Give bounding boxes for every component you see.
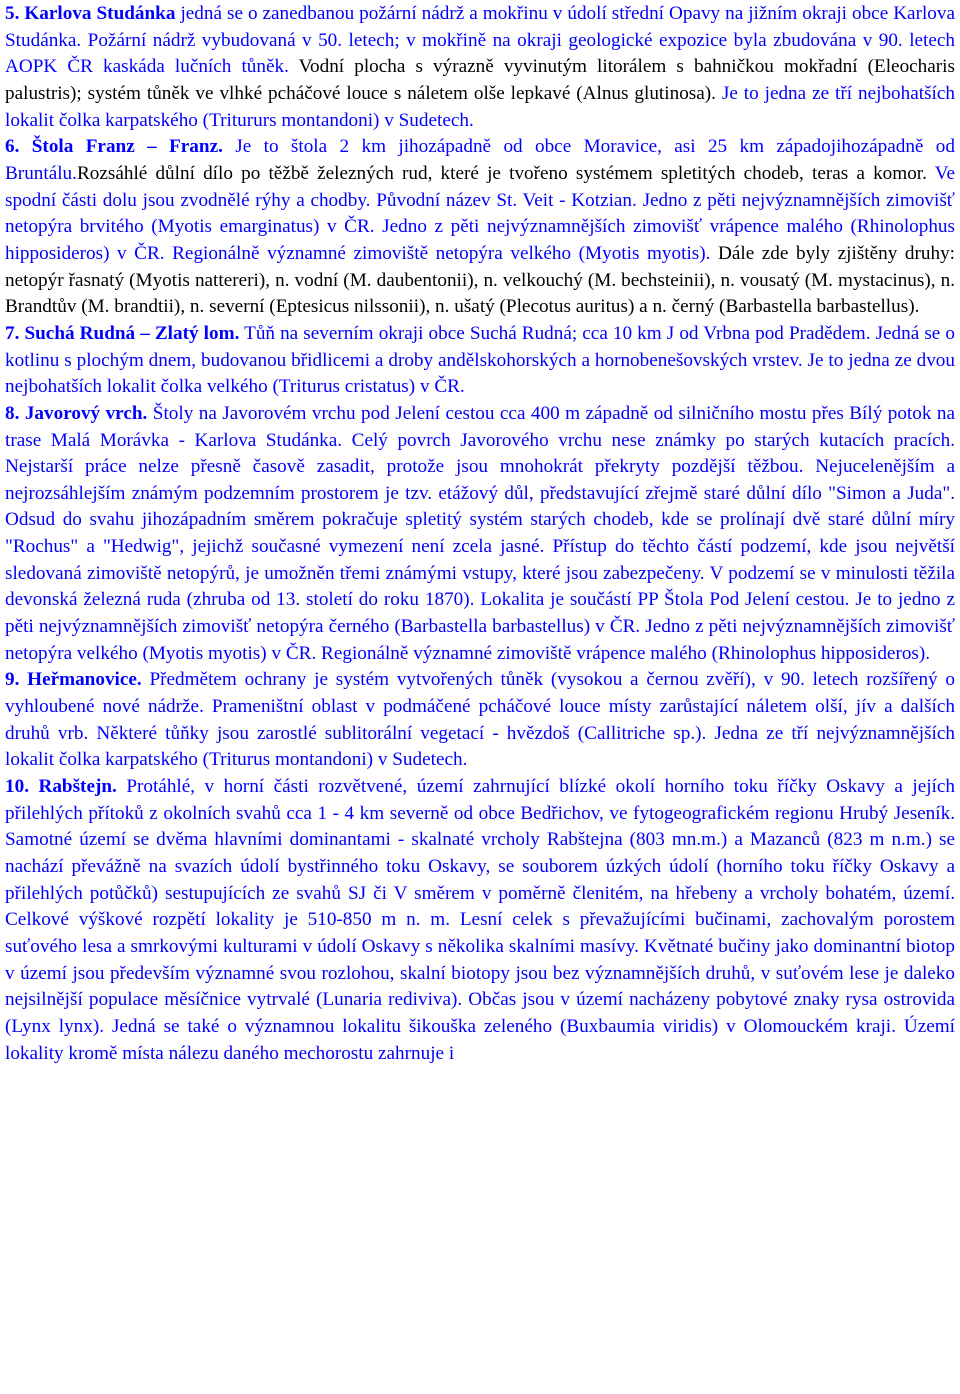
section-heading-9: 9. Heřmanovice. <box>5 669 142 691</box>
paragraph-text: Jedno z pěti nejvýznamnějších zimovišť netopýra brvitého (Myotis emarginatus) v ČR. Jedno z pěti nejvýznamnějších zimovišť vrápence malého (Rhinolophus hipposideros) v ČR. Regionálně významné zimoviště netopýra velkého (Myotis myotis). <box>5 189 955 264</box>
section-heading-6: 6. Štola Franz – Franz. <box>5 136 223 158</box>
paragraph-javorovy-vrch <box>5 401 955 668</box>
paragraph-text: Rozsáhlé důlní dílo po těžbě železných rud, které je tvořeno systémem spletitých chodeb, teras a komor. <box>76 162 935 184</box>
paragraph-hermanovice <box>5 667 955 774</box>
paragraph-text: Štoly na Javorovém vrchu pod Jelení cestou cca 400 m západně od silničního mostu přes Bílý potok na trase Malá Morávka - Karlova Studánka. Celý povrch Javorového vrchu nese známky po starých kutacích pracích. Nejstarší práce nelze přesně časově zasadit, protože jsou mnohokrát překryty pozdější těžbou. Nejucelenějším a nejrozsáhlejším známým podzemním prostorem je tzv. etážový důl, představující zřejmě staré důlní dílo "Simon a Juda". Odsud do svahu jihozápadním směrem pokračuje spletitý systém starých chodeb, kde se prolínají dvě staré důlní míry "Rochus" a "Hedwig", jejichž současné vymezení není zcela jasné. Přístup do těchto částí podzemí, kde jsou největší sledovaná zimoviště netopýrů, je umožněn třemi známými vstupy, které jsou zabezpečeny. V podzemí se v minulosti těžila devonská železná ruda (zhruba od 13. století do roku 1870). Lokalita je součástí PP Štola Pod Jelení cestou. Je to jedno z pěti nejvýznamnějších zimovišť netopýra černého (Barbastella barbastellus) v ČR. Jedno z pěti nejvýznamnějších zimovišť netopýra velkého (Myotis myotis) v ČR. Regionálně významné zimoviště vrápence malého (Rhinolophus hipposideros). <box>5 402 955 664</box>
paragraph-text: Protáhlé, v horní části rozvětvené, území zahrnující blízké okolí horního toku říčky Oskavy a jejích přilehlých přítoků z okolních svahů cca 1 - 4 km severně od obce Bedřichov, ve fytogeografickém regionu Hrubý Jeseník. Samotné území se dvěma hlavními dominantami - skalnaté vrcholy Rabštejna (803 mn.m.) a Mazanců (823 m n.m.) se nachází převážně na svazích údolí bystřinného toku Oskavy, se souborem úzkých údolí (horního toku říčky Oskavy a přilehlých potůčků) sestupujících ze svahů SJ či V směrem v poměrně členitém, na hřebeny a vrcholy bohatém, území. Celkové výškové rozpětí lokality je 510-850 m n. m. Lesní celek s převažujícími bučinami, zachovalým porostem suťového lesa a smrkovými kulturami v údolí Oskavy s několika skalními masívy. Květnaté bučiny jako dominantní biotop v území jsou především významné svou rozlohou, skalní biotopy jsou bez významnějších druhů, v suťovém lese je daleko nejsilnější populace měsíčnice vytrvalé (Lunaria rediviva). Občas jsou v území nacházeny pobytové znaky rysa ostrovida (Lynx lynx). Jedná se také o významnou lokalitu šikouška zeleného (Buxbaumia viridis) v Olomouckém kraji. Území lokality kromě místa nálezu daného mechorostu zahrnuje i <box>5 776 955 1064</box>
paragraph-text: Ve spodní části dolu jsou zvodnělé rýhy a chodby. Původní název St. Veit - Kotzian. <box>5 162 955 211</box>
paragraph-text: Předmětem ochrany je systém vytvořených tůněk (vysokou a černou zvěří), v 90. letech rozšířený o vyhloubené nové nádrže. Prameništní oblast v podmáčené pcháčové louce místy zarůstající náletem olší, jív a dalších druhů vrb. Některé tůňky jsou zarostlé sublitorální vegetací - hvězdoš (Callitriche sp.). Jedna ze tří nejvýznamnějších lokalit čolka karpatského (Triturus montandoni) v Sudetech. <box>5 669 955 771</box>
section-heading-10: 10. Rabštejn. <box>5 776 117 798</box>
paragraph-text: Je to jedna ze tří nejbohatších lokalit čolka karpatského (Tritururs montandoni) v Sudetech. <box>5 82 955 131</box>
section-heading-7: 7. Suchá Rudná – Zlatý lom. <box>5 322 240 344</box>
section-heading-8: 8. Javorový vrch. <box>5 402 148 424</box>
paragraph-karlova-studanka <box>5 1 955 134</box>
paragraph-stola-franz <box>5 134 955 321</box>
paragraph-text: Vodní plocha s výrazně vyvinutým litorálem s bahničkou mokřadní (Eleocharis palustris); systém tůněk ve vlhké pcháčové louce s náletem olše lepkavé (Alnus glutinosa). <box>5 56 955 104</box>
paragraph-text: Je to štola 2 km jihozápadně od obce Moravice, asi 25 km západojihozápadně od Bruntálu. <box>5 136 955 184</box>
paragraph-rabstejn <box>5 774 955 1067</box>
paragraph-text: Dále zde byly zjištěny druhy: netopýr řasnatý (Myotis nattereri), n. vodní (M. daubentonii), n. velkouchý (M. bechsteinii), n. vousatý (M. mystacinus), n. Brandtův (M. brandtii), n. severní (Eptesicus nilssonii), n. ušatý (Plecotus auritus) a n. černý (Barbastella barbastellus). <box>5 242 955 318</box>
paragraph-text: Tůň na severním okraji obce Suchá Rudná; cca 10 km J od Vrbna pod Pradědem. Jedná se o kotlinu s plochým dnem, budovanou břidlicemi a droby andělskohorských a hornobenešovských vrstev. Je to jedna ze dvou nejbohatších lokalit čolka velkého (Triturus cristatus) v ČR. <box>5 322 955 398</box>
paragraph-text: jedná se o zanedbanou požární nádrž a mokřinu v údolí střední Opavy na jižním okraji obce Karlova Studánka. Požární nádrž vybudovaná v 50. letech; v mokřině na okraji geologické expozice byla zbudována v 90. letech AOPK ČR kaskáda lučních tůněk. <box>5 3 955 78</box>
section-heading-5: 5. Karlova Studánka <box>5 3 176 24</box>
paragraph-sucha-rudna <box>5 321 955 401</box>
